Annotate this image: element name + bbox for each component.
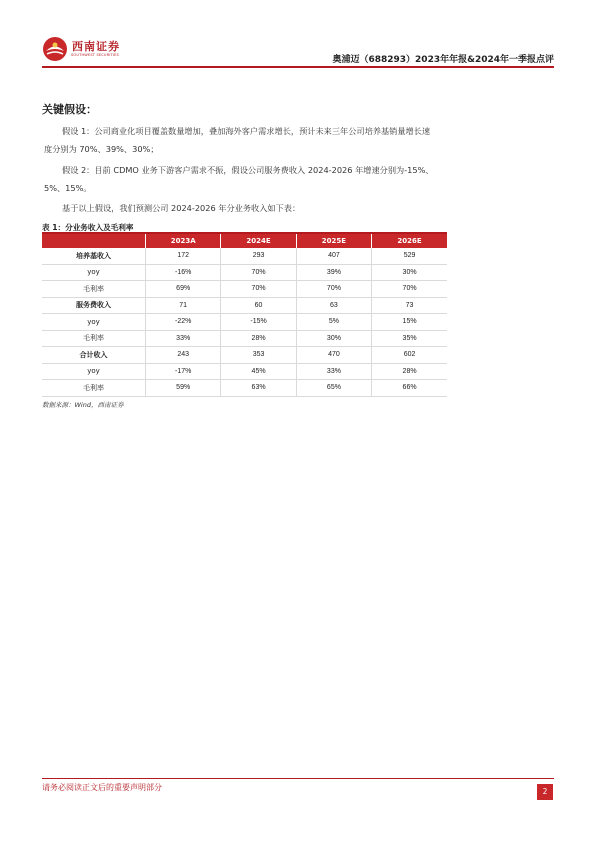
row-label: 服务费收入: [42, 297, 146, 314]
row-label: 合计收入: [42, 347, 146, 364]
footer-disclaimer: 请务必阅读正文后的重要声明部分: [42, 783, 162, 792]
table-cell: 529: [372, 248, 447, 264]
table-header-cell: [42, 234, 146, 248]
page-number: 2: [537, 784, 553, 800]
row-label: 毛利率: [42, 330, 146, 347]
table-row: [42, 330, 447, 347]
table-cell: 33%: [146, 330, 221, 347]
table-header-row: [42, 234, 447, 248]
revenue-table: [42, 234, 447, 397]
report-title: 奥浦迈（688293）2023年年报&2024年一季报点评: [332, 55, 554, 65]
table-cell: 71: [146, 297, 221, 314]
table-cell: 353: [221, 347, 296, 364]
table-cell: 59%: [146, 380, 221, 397]
table-header-cell: 2025E: [296, 234, 371, 248]
table-header-cell: 2026E: [372, 234, 447, 248]
table-cell: 69%: [146, 281, 221, 298]
logo-text: 西南证券: [72, 40, 120, 53]
table-row: [42, 297, 447, 314]
table-cell: 407: [296, 248, 371, 264]
row-label: yoy: [42, 363, 146, 380]
table-cell: 28%: [372, 363, 447, 380]
assumption-paragraph-2: 假设 2：目前 CDMO 业务下游客户需求不振，假设公司服务费收入 2024-2026 年增速分别为-15%、5%、15%。: [44, 165, 434, 193]
table-row: [42, 264, 447, 281]
table-cell: 70%: [372, 281, 447, 298]
table-cell: -15%: [221, 314, 296, 331]
table-cell: 33%: [296, 363, 371, 380]
table-cell: -17%: [146, 363, 221, 380]
table-row: [42, 347, 447, 364]
table-cell: 70%: [296, 281, 371, 298]
table-row: [42, 248, 447, 264]
table-cell: -16%: [146, 264, 221, 281]
section-title: 关键假设：: [42, 103, 97, 116]
table-row: [42, 314, 447, 331]
table-cell: 39%: [296, 264, 371, 281]
table-row: [42, 281, 447, 298]
table-cell: 470: [296, 347, 371, 364]
table-cell: 28%: [221, 330, 296, 347]
table-cell: 172: [146, 248, 221, 264]
table-header-cell: 2023A: [146, 234, 221, 248]
company-logo: [42, 34, 132, 64]
table-cell: -22%: [146, 314, 221, 331]
data-source-note: 数据来源：Wind，西南证券: [42, 401, 124, 409]
table-cell: 63: [296, 297, 371, 314]
table-cell: 5%: [296, 314, 371, 331]
table-cell: 60: [221, 297, 296, 314]
forecast-intro-paragraph: 基于以上假设，我们预测公司 2024-2026 年分业务收入如下表：: [62, 203, 301, 213]
table-caption: 表 1：分业务收入及毛利率: [42, 223, 134, 232]
header-divider: [42, 66, 554, 68]
logo-subtext: SOUTHWEST SECURITIES: [71, 53, 119, 57]
row-label: yoy: [42, 264, 146, 281]
logo-emblem-icon: [42, 36, 68, 62]
table-row: [42, 363, 447, 380]
assumption-paragraph-1: 假设 1：公司商业化项目覆盖数量增加，叠加海外客户需求增长，预计未来三年公司培养基销量增长速度分别为 70%、39%、30%；: [44, 126, 431, 154]
row-label: 毛利率: [42, 281, 146, 298]
table-cell: 293: [221, 248, 296, 264]
page-header: [42, 34, 554, 66]
footer-divider: [42, 778, 554, 779]
row-label: 培养基收入: [42, 248, 146, 264]
row-label: yoy: [42, 314, 146, 331]
table-cell: 65%: [296, 380, 371, 397]
table-cell: 66%: [372, 380, 447, 397]
table-cell: 243: [146, 347, 221, 364]
table-cell: 73: [372, 297, 447, 314]
table-cell: 45%: [221, 363, 296, 380]
table-cell: 602: [372, 347, 447, 364]
revenue-table-container: [42, 234, 447, 397]
table-header-cell: 2024E: [221, 234, 296, 248]
table-cell: 30%: [372, 264, 447, 281]
table-row: [42, 380, 447, 397]
row-label: 毛利率: [42, 380, 146, 397]
table-cell: 63%: [221, 380, 296, 397]
table-cell: 35%: [372, 330, 447, 347]
table-cell: 70%: [221, 264, 296, 281]
table-cell: 70%: [221, 281, 296, 298]
table-cell: 30%: [296, 330, 371, 347]
table-cell: 15%: [372, 314, 447, 331]
